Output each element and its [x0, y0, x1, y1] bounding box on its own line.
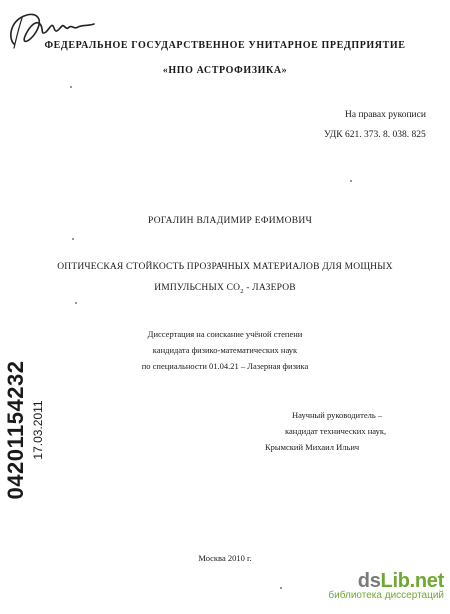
dissertation-line-1: Диссертация на соискание учёной степени [147, 329, 303, 339]
stamp-number: 04201154232 [3, 360, 28, 500]
supervisor-label: Научный руководитель – [292, 410, 383, 420]
dissertation-line-2: кандидата физико-математических наук [152, 345, 298, 355]
supervisor-degree: кандидат технических наук, [285, 426, 387, 436]
stamp-date: 17.03.2011 [31, 400, 45, 460]
watermark [328, 570, 444, 601]
scan-speck [70, 86, 72, 88]
watermark-logo-prefix: ds [357, 570, 381, 592]
supervisor-name: Крымский Михаил Ильич [265, 442, 360, 452]
title-line-2 [0, 283, 450, 295]
watermark-logo-suffix: Lib.net [380, 570, 444, 592]
udk-code: УДК 621. 373. 8. 038. 825 [324, 130, 426, 140]
title-subscript: 2 [240, 287, 244, 295]
title-line-2-main: ИМПУЛЬСНЫХ СО [154, 283, 241, 293]
scan-speck [72, 238, 74, 240]
dissertation-line-3: по специальности 01.04.21 – Лазерная физика [141, 361, 309, 371]
title-line-2-tail: - ЛАЗЕРОВ [243, 283, 296, 293]
scan-speck [75, 302, 77, 304]
author-name: РОГАЛИН ВЛАДИМИР ЕФИМОВИЧ [148, 216, 313, 226]
organization-heading: ФЕДЕРАЛЬНОЕ ГОСУДАРСТВЕННОЕ УНИТАРНОЕ ПРЕДПРИЯТИЕ [44, 40, 406, 51]
watermark-subtitle: библиотека диссертаций [328, 590, 444, 601]
scan-speck [280, 587, 282, 589]
library-stamp [0, 360, 48, 500]
rights-note: На правах рукописи [345, 110, 426, 120]
company-heading: «НПО АСТРОФИЗИКА» [162, 65, 288, 76]
title-line-1: ОПТИЧЕСКАЯ СТОЙКОСТЬ ПРОЗРАЧНЫХ МАТЕРИАЛОВ ДЛЯ МОЩНЫХ [57, 262, 393, 272]
city-year: Москва 2010 г. [198, 553, 252, 563]
scan-speck [350, 180, 352, 182]
